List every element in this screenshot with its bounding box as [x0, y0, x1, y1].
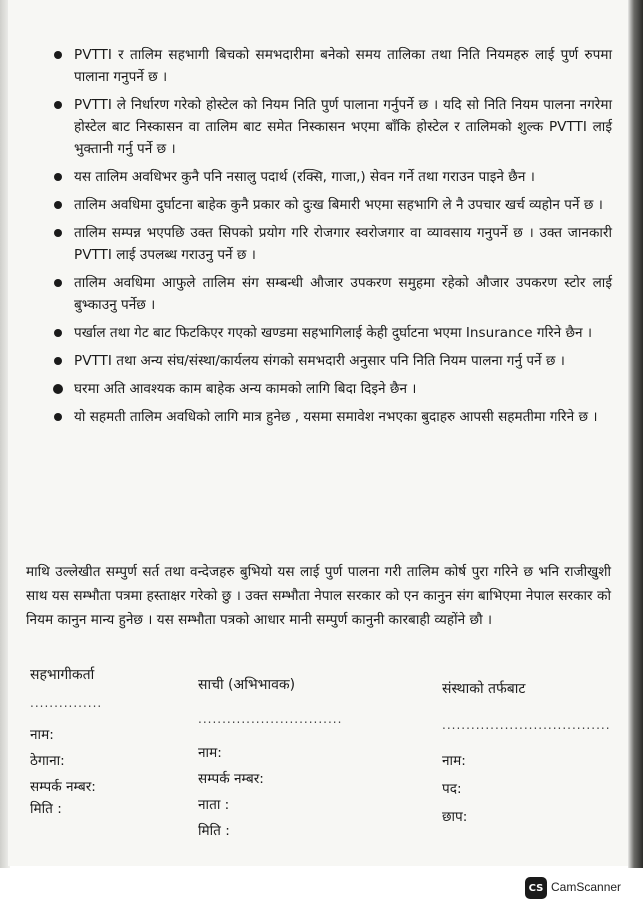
witness-signature-block — [198, 674, 398, 842]
list-item — [52, 272, 612, 316]
organization-name-label: नाम: — [442, 753, 466, 769]
list-item — [52, 44, 612, 88]
participant-address-label: ठेगाना: — [30, 753, 65, 769]
organization-post-label: पद: — [442, 781, 462, 797]
list-item — [52, 166, 612, 188]
participant-signature-block — [30, 664, 200, 820]
witness-date-label: मिति : — [198, 823, 230, 839]
agreement-paragraph: माथि उल्लेखीत सम्पुर्ण सर्त तथा वन्देजहरु बुभियो यस लाई पुर्ण पालना गरी तालिम कोर्ष पुरा गरिने छ भनि राजीखुशी साथ यस सम्भौता पत्रमा हस्ताक्षर गरेको छु । उक्त सम्भौता नेपाल सरकार को एन कानुन संग बाभिएमा नेपाल सरकार को नियम कानुन मान्य हुनेछ । यस सम्भौता पत्रको आधार मानी सम्पुर्ण कानुनी कारबाही व्यहोंने छौ । — [26, 564, 611, 628]
list-item-text: PVTTI तथा अन्य संघ/संस्था/कार्यलय संगको समभदारी अनुसार पनि निति नियम पालना गर्नु पर्ने छ । — [74, 353, 565, 369]
participant-heading: सहभागीकर्ता — [30, 667, 95, 683]
rules-list — [52, 44, 612, 434]
witness-signature-line: .............................. — [198, 712, 343, 726]
bullet-icon — [54, 357, 62, 365]
list-item — [52, 94, 612, 160]
list-item — [52, 406, 612, 428]
bullet-icon — [54, 101, 62, 109]
participant-contact-label: सम्पर्क नम्बर: — [30, 779, 96, 795]
participant-name-label: नाम: — [30, 727, 54, 743]
witness-contact-label: सम्पर्क नम्बर: — [198, 771, 264, 787]
organization-signature-block — [442, 678, 612, 828]
list-item-text: तालिम सम्पन्न भएपछि उक्त सिपको प्रयोग गरि रोजगार स्वरोजगार वा व्यावसाय गनुपर्ने छ । उक्त जानकारी PVTTI लाई उपलब्ध गराउनु पर्ने छ । — [74, 225, 612, 263]
bullet-icon — [54, 51, 62, 59]
bullet-icon — [54, 201, 62, 209]
list-item — [52, 378, 612, 400]
list-item-text: यस तालिम अवधिभर कुनै पनि नसालु पदार्थ (रक्सि, गाजा,) सेवन गर्ने तथा गराउन पाइने छैन । — [74, 169, 535, 185]
bullet-icon — [54, 173, 62, 181]
witness-heading: साची (अभिभावक) — [198, 677, 296, 693]
participant-signature-line: ............... — [30, 696, 103, 710]
organization-stamp-label: छाप: — [442, 809, 468, 825]
organization-signature-line: ................................... — [442, 718, 611, 732]
list-item — [52, 222, 612, 266]
list-item-text: तालिम अवधिमा दुर्घाटना बाहेक कुनै प्रकार को दुःख बिमारी भएमा सहभागि ले नै उपचार खर्च व्यहोन पर्ने छ । — [74, 197, 603, 213]
scan-right-edge — [628, 0, 643, 870]
bullet-icon — [53, 384, 63, 394]
list-item-text: PVTTI र तालिम सहभागी बिचको समभदारीमा बनेको समय तालिका तथा निति नियमहरु लाई पुर्ण रुपमा पालाना गनुपर्ने छ । — [74, 47, 612, 85]
bullet-icon — [54, 229, 62, 237]
participant-date-label: मिति : — [30, 801, 62, 817]
witness-relation-label: नाता : — [198, 797, 230, 813]
list-item-text: यो सहमती तालिम अवधिको लागि मात्र हुनेछ , यसमा समावेश नभएका बुदाहरु आपसी सहमतीमा गरिने छ । — [74, 409, 598, 425]
list-item-text: घरमा अति आवश्यक काम बाहेक अन्य कामको लागि बिदा दिइने छैन । — [74, 381, 417, 397]
list-item — [52, 322, 612, 344]
camscanner-label: CamScanner — [551, 880, 622, 894]
bullet-icon — [54, 413, 62, 421]
list-item-text: PVTTI ले निर्धारण गरेको होस्टेल को नियम निति पुर्ण पालाना गर्नुपर्ने छ । यदि सो निति नियम पालना नगरेमा होस्टेल बाट निस्कासन वा तालिम बाट समेत निस्कासन भएमा बाँकि होस्टेल र तालिमको शुल्क PVTTI लाई भुक्तानी गर्नु पर्ने छ । — [74, 97, 612, 157]
list-item — [52, 194, 612, 216]
list-item — [52, 350, 612, 372]
camscanner-logo-icon: CS — [525, 877, 547, 899]
list-item-text: तालिम अवधिमा आफुले तालिम संग सम्बन्धी औजार उपकरण समुहमा रहेको औजार उपकरण स्टोर लाई बुभ्काउनु पर्नेछ । — [74, 275, 612, 313]
bullet-icon — [54, 329, 62, 337]
list-item-text: पर्खाल तथा गेट बाट फिटकिएर गएको खण्डमा सहभागिलाई केही दुर्घाटना भएमा Insurance गरिने छैन । — [74, 325, 593, 341]
organization-heading: संस्थाको तर्फबाट — [442, 681, 526, 697]
bullet-icon — [54, 279, 62, 287]
witness-name-label: नाम: — [198, 745, 222, 761]
